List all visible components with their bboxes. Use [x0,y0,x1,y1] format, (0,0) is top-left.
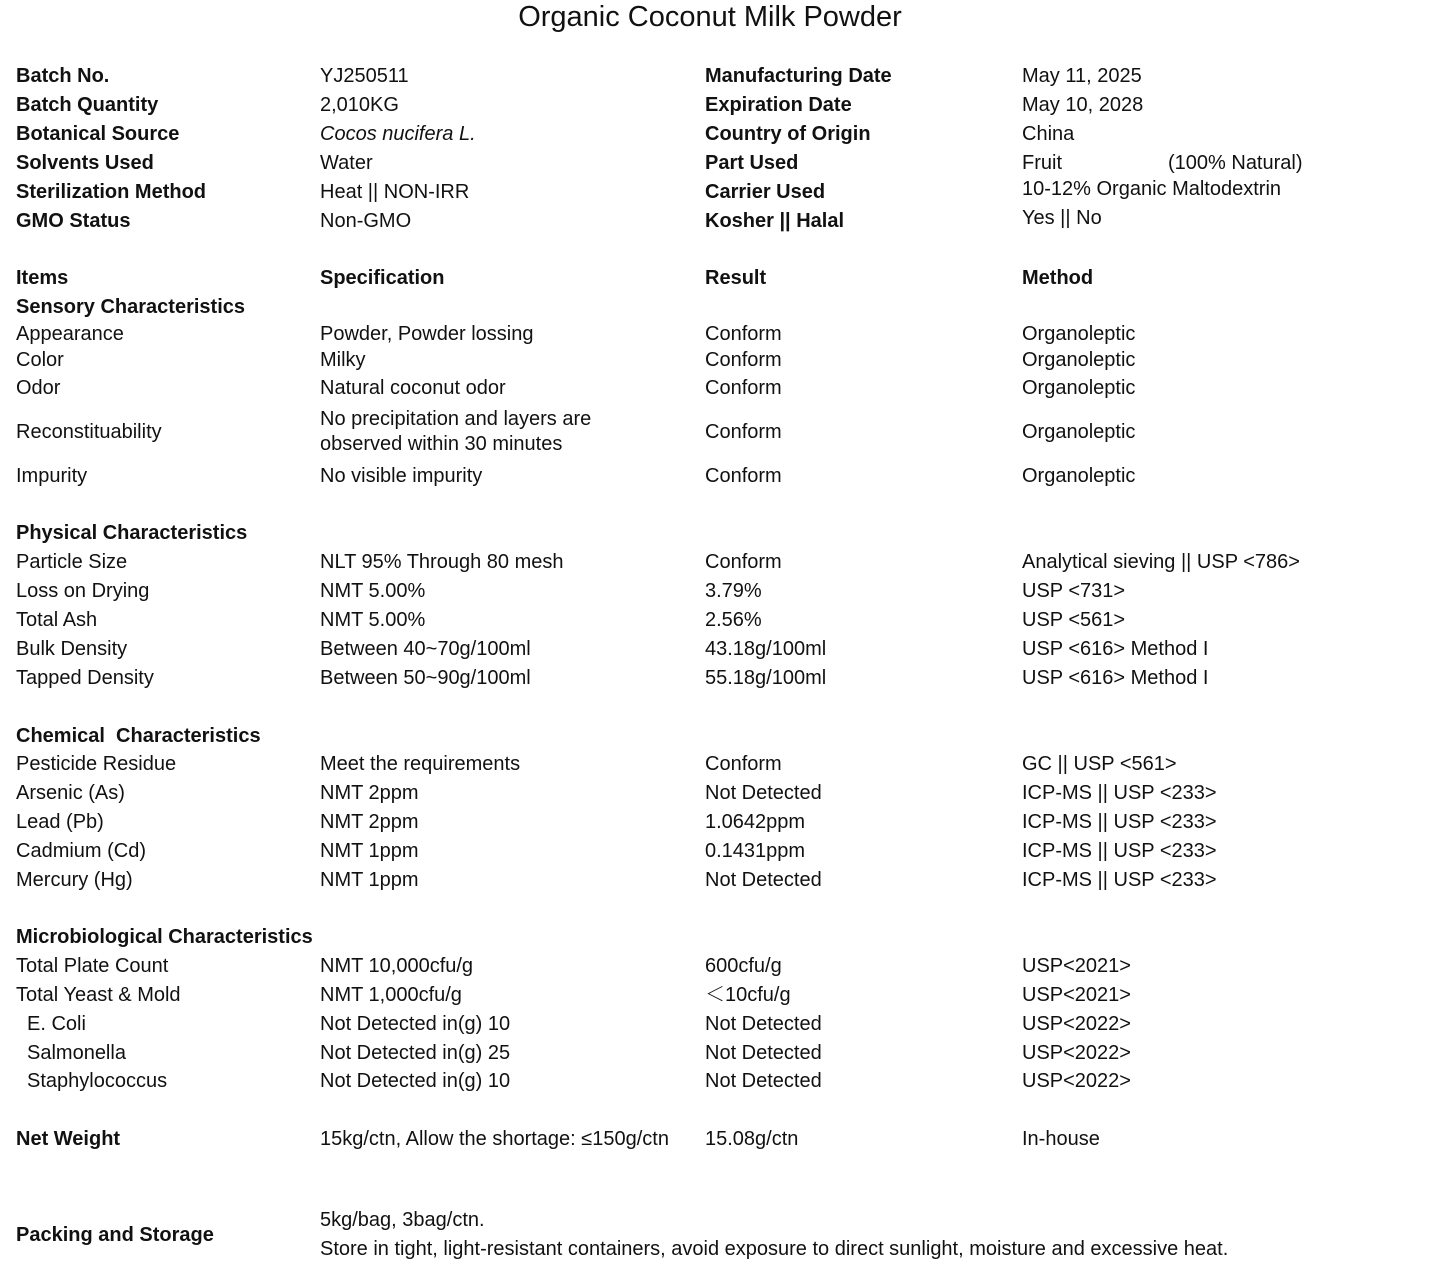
item-name: Color [16,349,64,371]
item-name: Total Yeast & Mold [16,984,181,1006]
item-result: Not Detected [705,869,822,891]
item-name: Lead (Pb) [16,811,104,833]
exp-date-label: Expiration Date [705,94,852,116]
item-method: Organoleptic [1022,349,1136,371]
item-method: GC || USP <561> [1022,753,1177,775]
item-method: ICP-MS || USP <233> [1022,782,1217,804]
header-row [0,62,1449,90]
carrier-value: 10-12% Organic Maltodextrin [1022,178,1282,200]
item-method: ICP-MS || USP <233> [1022,840,1217,862]
item-name: Salmonella [27,1042,126,1064]
item-method: Organoleptic [1022,465,1136,487]
item-spec: NMT 10,000cfu/g [320,955,474,977]
item-name: Arsenic (As) [16,782,125,804]
table-row [0,808,1449,836]
item-result: Conform [705,465,782,487]
item-spec: NMT 1,000cfu/g [320,984,462,1006]
item-spec: NMT 1ppm [320,840,419,862]
item-name: Staphylococcus [27,1070,168,1092]
table-row [0,405,1449,459]
gmo-label: GMO Status [16,210,131,232]
header-row [0,149,1449,177]
batch-no-label: Batch No. [16,65,110,87]
solvents-label: Solvents Used [16,152,154,174]
table-row [0,346,1449,374]
item-method: Organoleptic [1022,323,1136,345]
chemical-heading: Chemical Characteristics [16,725,261,747]
item-result: Conform [705,349,782,371]
item-name: Cadmium (Cd) [16,840,147,862]
botanical-value: Cocos nucifera L. [320,123,476,145]
header-row [0,91,1449,119]
sensory-heading: Sensory Characteristics [16,296,246,318]
table-row [0,952,1449,980]
section-heading [0,722,1449,750]
item-method: Analytical sieving || USP <786> [1022,551,1300,573]
item-method: USP<2021> [1022,955,1131,977]
item-method: USP <616> Method I [1022,638,1209,660]
part-note: (100% Natural) [1168,152,1303,174]
item-spec: Not Detected in(g) 10 [320,1070,511,1092]
header-row [0,178,1449,206]
item-method: USP<2022> [1022,1013,1131,1035]
item-result: 600cfu/g [705,955,782,977]
item-method: USP <731> [1022,580,1126,602]
item-spec: NMT 5.00% [320,580,426,602]
table-row [0,779,1449,807]
sterilization-label: Sterilization Method [16,181,206,203]
table-row [0,981,1449,1009]
item-name: Impurity [16,465,88,487]
item-result: 0.1431ppm [705,840,806,862]
net-weight-label: Net Weight [16,1128,121,1150]
mfg-date-label: Manufacturing Date [705,65,892,87]
item-method: Organoleptic [1022,421,1136,443]
table-row [0,374,1449,402]
item-result: Not Detected [705,1042,822,1064]
item-spec: Milky [320,349,366,371]
item-method: ICP-MS || USP <233> [1022,811,1217,833]
kosher-label: Kosher || Halal [705,210,845,232]
mfg-date-value: May 11, 2025 [1022,65,1142,87]
item-spec: NMT 5.00% [320,609,426,631]
section-heading [0,923,1449,951]
net-weight-spec: 15kg/ctn, Allow the shortage: ≤150g/ctn [320,1128,669,1150]
packing-line2: Store in tight, light-resistant containers, avoid exposure to direct sunlight, moisture and excessive heat. [320,1238,1229,1260]
table-row [0,866,1449,894]
item-name: Appearance [16,323,124,345]
packing-line1: 5kg/bag, 3bag/ctn. [320,1209,485,1231]
section-heading [0,519,1449,547]
item-name: Bulk Density [16,638,128,660]
part-value: Fruit [1022,152,1062,174]
item-spec: NMT 1ppm [320,869,419,891]
net-weight-method: In-house [1022,1128,1100,1150]
item-result: Conform [705,377,782,399]
item-result: ＜10cfu/g [705,984,791,1006]
col-items: Items [16,267,69,289]
part-label: Part Used [705,152,799,174]
solvents-value: Water [320,152,373,174]
micro-heading: Microbiological Characteristics [16,926,313,948]
item-result: Not Detected [705,1070,822,1092]
item-spec: Meet the requirements [320,753,521,775]
column-headers [0,264,1449,292]
item-result: Conform [705,421,782,443]
item-result: 55.18g/100ml [705,667,827,689]
item-name: E. Coli [27,1013,86,1035]
item-spec: No visible impurity [320,465,483,487]
table-row [0,606,1449,634]
origin-value: China [1022,123,1075,145]
item-spec: Between 50~90g/100ml [320,667,531,689]
col-result: Result [705,267,767,289]
net-weight-row [0,1125,1449,1153]
col-specification: Specification [320,267,445,289]
item-name: Total Plate Count [16,955,169,977]
item-spec: Not Detected in(g) 10 [320,1013,511,1035]
item-name: Tapped Density [16,667,154,689]
table-row [0,1010,1449,1038]
packing-label: Packing and Storage [16,1224,214,1246]
header-row [0,120,1449,148]
item-spec: Powder, Powder lossing [320,323,534,345]
header-row [0,207,1449,235]
table-row [0,320,1449,348]
col-method: Method [1022,267,1094,289]
item-spec-line2: observed within 30 minutes [320,433,563,455]
item-spec: NLT 95% Through 80 mesh [320,551,564,573]
item-spec: Between 40~70g/100ml [320,638,531,660]
item-spec: Not Detected in(g) 25 [320,1042,511,1064]
batch-no-value: YJ250511 [320,65,409,87]
item-method: USP<2022> [1022,1070,1131,1092]
item-method: Organoleptic [1022,377,1136,399]
kosher-value: Yes || No [1022,207,1102,229]
origin-label: Country of Origin [705,123,871,145]
batch-qty-value: 2,010KG [320,94,399,116]
table-row [0,837,1449,865]
item-spec-line1: No precipitation and layers are [320,408,592,430]
table-row [0,548,1449,576]
item-spec: Natural coconut odor [320,377,506,399]
item-name: Particle Size [16,551,128,573]
item-name: Loss on Drying [16,580,150,602]
item-result: 2.56% [705,609,762,631]
item-name: Reconstituability [16,421,162,443]
exp-date-value: May 10, 2028 [1022,94,1144,116]
gmo-value: Non-GMO [320,210,412,232]
table-row [0,462,1449,490]
item-result: Conform [705,753,782,775]
item-result: 43.18g/100ml [705,638,827,660]
item-name: Total Ash [16,609,98,631]
item-result: 1.0642ppm [705,811,806,833]
table-row [0,635,1449,663]
table-row [0,1039,1449,1067]
item-spec: NMT 2ppm [320,782,419,804]
section-heading [0,293,1449,321]
item-result: Not Detected [705,782,822,804]
sterilization-value: Heat || NON-IRR [320,181,470,203]
table-row [0,1067,1449,1095]
table-row [0,664,1449,692]
item-name: Odor [16,377,61,399]
item-method: USP <561> [1022,609,1126,631]
document-title: Organic Coconut Milk Powder [518,1,902,33]
batch-qty-label: Batch Quantity [16,94,159,116]
item-method: USP <616> Method I [1022,667,1209,689]
net-weight-result: 15.08g/ctn [705,1128,799,1150]
packing-row [0,1206,1449,1266]
item-method: ICP-MS || USP <233> [1022,869,1217,891]
item-spec: NMT 2ppm [320,811,419,833]
table-row [0,750,1449,778]
carrier-label: Carrier Used [705,181,826,203]
physical-heading: Physical Characteristics [16,522,248,544]
item-result: Not Detected [705,1013,822,1035]
item-result: 3.79% [705,580,762,602]
item-name: Pesticide Residue [16,753,177,775]
table-row [0,577,1449,605]
item-method: USP<2021> [1022,984,1131,1006]
item-name: Mercury (Hg) [16,869,133,891]
botanical-label: Botanical Source [16,123,180,145]
item-result: Conform [705,551,782,573]
item-result: Conform [705,323,782,345]
item-method: USP<2022> [1022,1042,1131,1064]
